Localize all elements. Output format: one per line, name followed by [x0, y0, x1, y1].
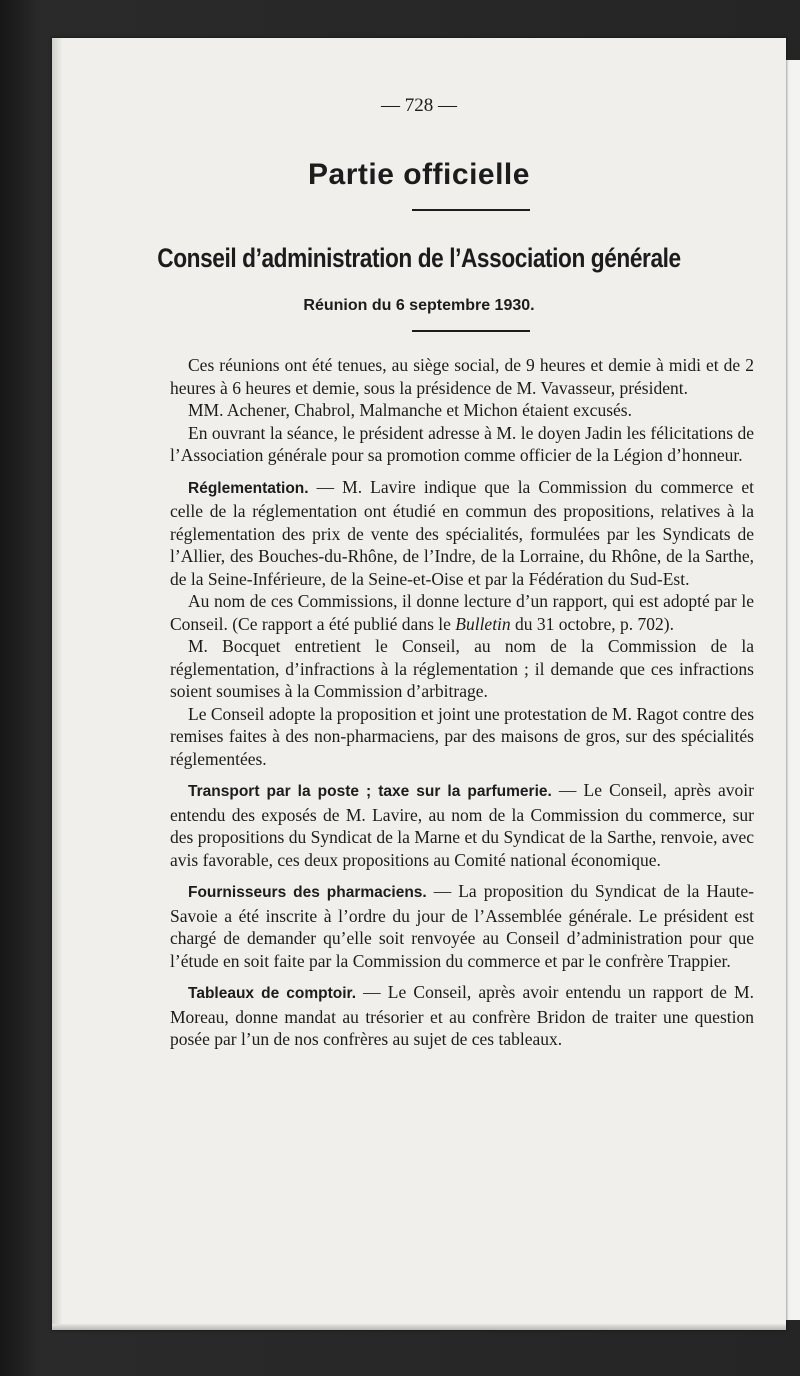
article-heading: Conseil d’administration de l’Association générale [157, 243, 681, 273]
paragraph: En ouvrant la séance, le président adresse à M. le doyen Jadin les félicitations de l’Association générale pour sa promotion comme officier de la Légion d’honneur. [170, 422, 754, 465]
paragraph-text: — Le Conseil, après avoir entendu un rapport de M. Moreau, donne mandat au trésorier et au confrère Bridon de traiter une question posée par l’un de nos confrères au sujet de ces tableaux. [170, 982, 754, 1049]
article-body [170, 354, 754, 1051]
paragraph: Ces réunions ont été tenues, au siège social, de 9 heures et demie à midi et de 2 heures à 6 heures et demie, sous la présidence de M. Vavasseur, président. [170, 355, 754, 398]
paragraph-text: — M. Lavire indique que la Commission du commerce et celle de la réglementation ont étudié en commun des propositions, relatives à la réglementation des prix de vente des spécialités, formulées par les Syndicats de l’Allier, des Bouches-du-Rhône, de l’Indre, de la Lorraine, du Rhône, de la Sarthe, de la Seine-Inférieure, de la Seine-et-Oise et par la Fédération du Sud-Est. [170, 476, 754, 589]
paragraph: Le Conseil adopte la proposition et joint une protestation de M. Ragot contre des remises faites à des non-pharmaciens, par des maisons de gros, sur des spécialités réglementées. [170, 703, 754, 769]
page-number: — 728 — [381, 95, 457, 116]
paragraph-text: — La proposition du Syndicat de la Haute-Savoie a été inscrite à l’ordre du jour de l’Assemblée générale. Le président est chargé de demander qu’elle soit renvoyée au Conseil d’administration pour que l’étude en soit faite par la Commission du commerce et par le confrère Trappier. [170, 881, 754, 971]
paragraph: MM. Achener, Chabrol, Malmanche et Michon étaient excusés. [188, 400, 632, 420]
paragraph-reglementation [170, 476, 754, 591]
paragraph [170, 590, 754, 635]
paragraph-lead: Transport par la poste ; taxe sur la parfumerie. [188, 783, 552, 800]
paragraph-lead: Réglementation. [188, 479, 309, 497]
adjacent-page-edge [786, 60, 800, 1320]
bulletin-title: Bulletin [455, 613, 511, 634]
section-title: Partie officielle [308, 158, 530, 191]
meeting-date: Réunion du 6 septembre 1930. [303, 297, 535, 314]
paragraph-text: — Le Conseil, après avoir entendu des exposés de M. Lavire, au nom de la Commission du commerce, sur des propositions du Syndicat de la Marne et du Syndicat de la Sarthe, renvoie, avec avis favorable, ces deux propositions au Comité national économique. [170, 780, 754, 870]
title-rule [412, 209, 530, 211]
paragraph-fournisseurs [170, 880, 754, 972]
paragraph: M. Bocquet entretient le Conseil, au nom de la Commission de la réglementation, d’infractions à la réglementation ; il demande que ces infractions soient soumises à la Commission d’arbitrage. [170, 636, 754, 701]
paragraph-text: du 31 octobre, p. 702). [510, 613, 674, 634]
paragraph-text: Au nom de ces Commissions, il donne lecture d’un rapport, qui est adopté par le Conseil. (Ce rapport a été publié dans le [170, 591, 754, 634]
paragraph-lead: Tableaux de comptoir. [188, 985, 357, 1002]
paragraph-tableaux [170, 981, 754, 1051]
subheading-rule [412, 330, 530, 332]
paragraph-transport [170, 779, 754, 871]
paragraph-lead: Fournisseurs des pharmaciens. [188, 884, 427, 901]
page-content [52, 38, 786, 1330]
page [52, 38, 786, 1330]
